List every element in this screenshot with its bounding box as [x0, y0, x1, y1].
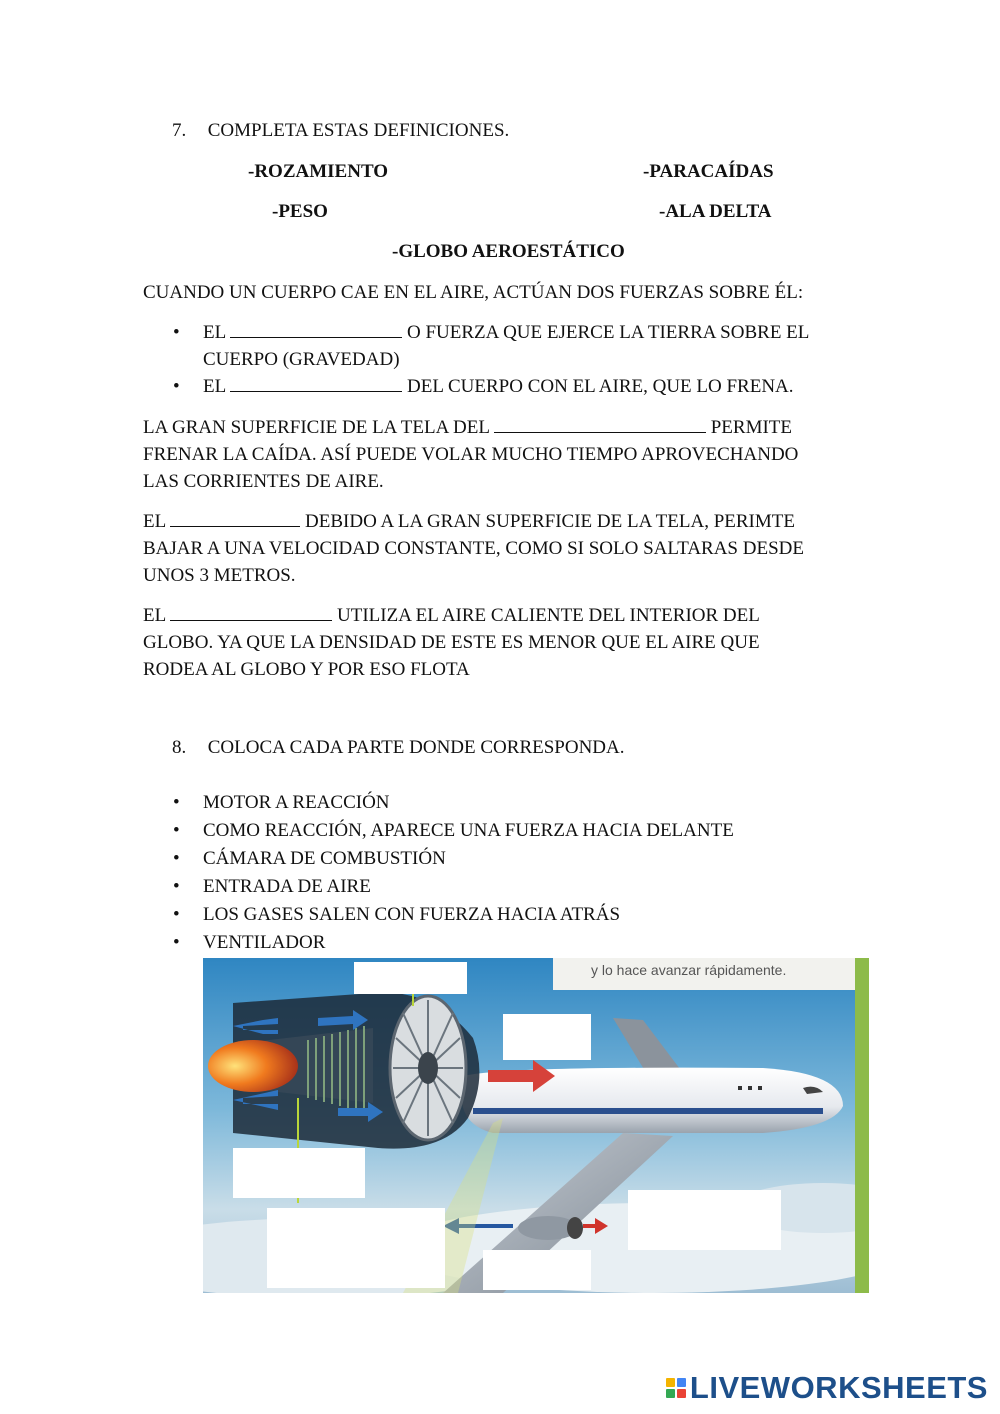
- bullet2-suffix: DEL CUERPO CON EL AIRE, QUE LO FRENA.: [407, 376, 794, 397]
- drop-target-jet-engine[interactable]: [628, 1190, 781, 1250]
- exercise-8-title: COLOCA CADA PARTE DONDE CORRESPONDA.: [207, 737, 625, 758]
- term-ala-delta: -ALA DELTA: [659, 201, 772, 222]
- drop-target-air-intake[interactable]: [483, 1250, 591, 1290]
- para3-line3: RODEA AL GLOBO Y POR ESO FLOTA: [143, 659, 470, 680]
- para1-line2: FRENAR LA CAÍDA. ASÍ PUEDE VOLAR MUCHO TIEMPO APROVECHANDO: [143, 444, 799, 465]
- intro-text: CUANDO UN CUERPO CAE EN EL AIRE, ACTÚAN DOS FUERZAS SOBRE ÉL:: [143, 282, 804, 303]
- para1-line1-prefix: LA GRAN SUPERFICIE DE LA TELA DEL: [143, 417, 490, 438]
- fuselage-stripe: [473, 1108, 823, 1114]
- term-globo: -GLOBO AEROESTÁTICO: [392, 241, 625, 262]
- blank-rozamiento[interactable]: [230, 374, 402, 392]
- jet-illustration: [203, 958, 869, 1293]
- exhaust-flame: [208, 1040, 298, 1092]
- blank-paracaidas[interactable]: [170, 509, 300, 527]
- logo-cube: [677, 1378, 686, 1387]
- drop-target-combustion[interactable]: [233, 1148, 365, 1198]
- airplane-window: [758, 1086, 762, 1090]
- list-item: • MOTOR A REACCIÓN: [173, 789, 734, 817]
- engine-intake: [567, 1217, 583, 1239]
- bullet1-prefix: EL: [203, 322, 226, 343]
- logo-cube: [666, 1389, 675, 1398]
- picture-caption: y lo hace avanzar rápidamente.: [591, 962, 787, 978]
- drop-target-forward-force[interactable]: [503, 1014, 591, 1060]
- list-item: • LOS GASES SALEN CON FUERZA HACIA ATRÁS: [173, 901, 734, 929]
- paragraph-ala-delta: [143, 414, 863, 495]
- forces-list: [173, 319, 809, 400]
- logo-cube: [677, 1389, 686, 1398]
- para3-line1-prefix: EL: [143, 605, 166, 626]
- blank-peso[interactable]: [230, 320, 402, 338]
- exercise-8-heading: [172, 734, 625, 761]
- exercise-7-number: 7.: [172, 120, 187, 141]
- exercise-7-heading: [172, 117, 509, 144]
- para3-line1-suffix: UTILIZA EL AIRE CALIENTE DEL INTERIOR DEL: [337, 605, 760, 626]
- bullet1-suffix: O FUERZA QUE EJERCE LA TIERRA SOBRE EL: [407, 322, 810, 343]
- bullet2-prefix: EL: [203, 376, 226, 397]
- drop-target-fan[interactable]: [354, 962, 467, 994]
- para2-line1-prefix: EL: [143, 511, 166, 532]
- list-item: • VENTILADOR: [173, 929, 734, 957]
- para2-line2: BAJAR A UNA VELOCIDAD CONSTANTE, COMO SI SOLO SALTARAS DESDE: [143, 538, 804, 559]
- list-item: • COMO REACCIÓN, APARECE UNA FUERZA HACIA DELANTE: [173, 817, 734, 845]
- green-border: [855, 958, 869, 1293]
- list-item: [173, 373, 809, 400]
- para2-line3: UNOS 3 METROS.: [143, 565, 296, 586]
- para2-line1-suffix: DEBIDO A LA GRAN SUPERFICIE DE LA TELA, PERIMTE: [305, 511, 795, 532]
- logo-cube: [666, 1378, 675, 1387]
- blank-ala-delta[interactable]: [494, 415, 706, 433]
- term-rozamiento: -ROZAMIENTO: [248, 161, 389, 182]
- para1-line1-suffix: PERMITE: [710, 417, 793, 438]
- para3-line2: GLOBO. YA QUE LA DENSIDAD DE ESTE ES MENOR QUE EL AIRE QUE: [143, 632, 760, 653]
- drop-target-gases[interactable]: [267, 1208, 445, 1288]
- blank-globo[interactable]: [170, 603, 332, 621]
- airplane-window: [738, 1086, 742, 1090]
- logo-text: LIVEWORKSHEETS: [689, 1370, 988, 1405]
- list-item: • CÁMARA DE COMBUSTIÓN: [173, 845, 734, 873]
- exercise-8-number: 8.: [172, 737, 187, 758]
- exercise-7-title: COMPLETA ESTAS DEFINICIONES.: [207, 120, 510, 141]
- para1-line3: LAS CORRIENTES DE AIRE.: [143, 471, 384, 492]
- term-paracaidas: -PARACAÍDAS: [643, 161, 774, 182]
- bullet1-line2: CUERPO (GRAVEDAD): [203, 349, 400, 370]
- list-item: • ENTRADA DE AIRE: [173, 873, 734, 901]
- jet-engine-picture: [203, 958, 869, 1293]
- fan-hub: [418, 1052, 438, 1084]
- list-item: [173, 319, 809, 373]
- paragraph-globo: [143, 602, 863, 683]
- liveworksheets-logo: [666, 1370, 988, 1406]
- parts-list: [173, 789, 734, 957]
- term-peso: -PESO: [272, 201, 328, 222]
- paragraph-paracaidas: [143, 508, 863, 589]
- logo-cubes: [666, 1378, 686, 1398]
- airplane-window: [748, 1086, 752, 1090]
